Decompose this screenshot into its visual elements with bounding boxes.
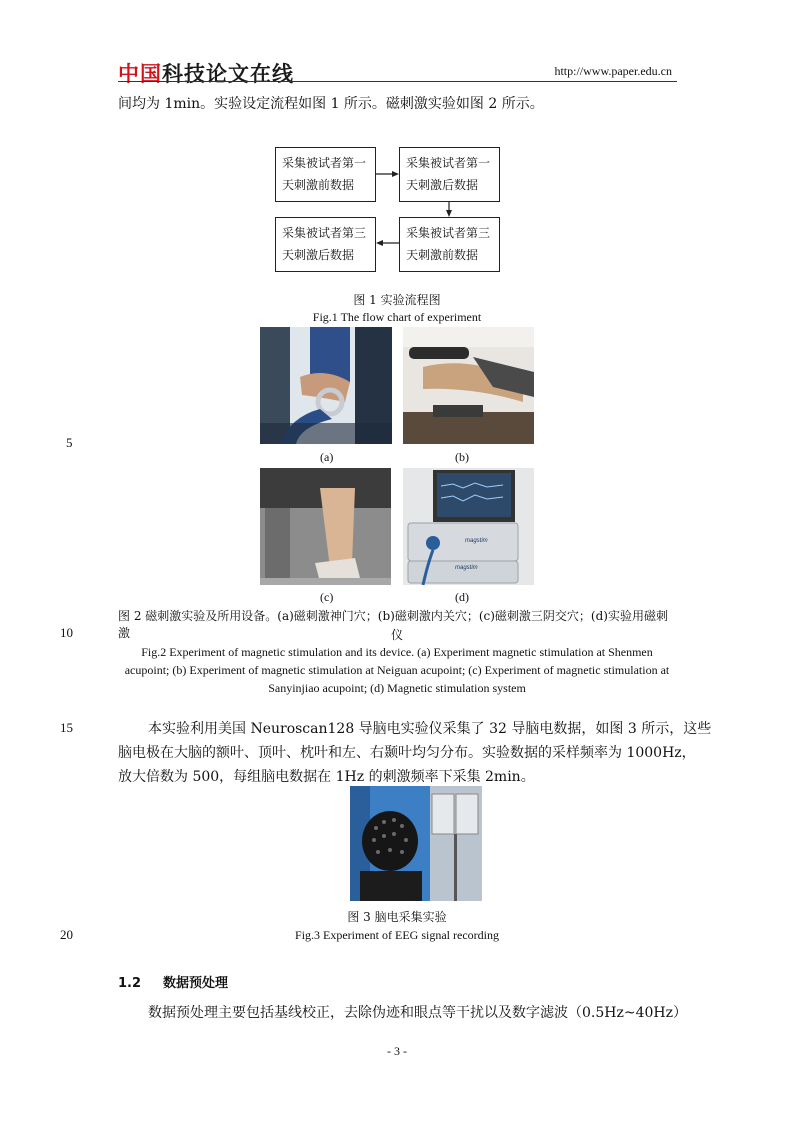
flow-arrows	[0, 0, 794, 300]
label-c: (c)	[320, 590, 334, 604]
fig1-caption-en: Fig.1 The flow chart of experiment	[312, 310, 482, 324]
label-b: (b)	[455, 450, 469, 464]
photo-d	[403, 468, 534, 585]
body-line-1: 本实验利用美国 Neuroscan128 导脑电实验仪采集了 32 导脑电数据，如图 3 所示，这些	[148, 721, 712, 737]
flow-box-3: 采集被试者第三 天刺激后数据	[275, 217, 376, 272]
fig3-caption-cn: 图 3 脑电采集实验	[347, 910, 447, 924]
section-text: 数据预处理主要包括基线校正，去除伪迹和眼点等干扰以及数字滤波（0.5Hz~40Hz）	[148, 1005, 687, 1021]
fig2-caption-cn-1: 图 2 磁刺激实验及所用设备。(a)磁刺激神门穴；(b)磁刺激内关穴；(c)磁刺激三阴交穴；(d)实验用磁刺激	[118, 609, 668, 640]
fig2-caption-en-2: acupoint; (b) Experiment of magnetic stimulation at Neiguan acupoint; (c) Experiment of magnetic stimulation at	[124, 663, 670, 677]
photo-b	[403, 327, 534, 444]
line-number-10: 10	[60, 625, 73, 640]
line-number-20: 20	[60, 927, 73, 942]
header-url[interactable]: http://www.paper.edu.cn	[554, 64, 672, 78]
label-d: (d)	[455, 590, 469, 604]
fig2-caption-en-3: Sanyinjiao acupoint; (d) Magnetic stimulation system	[268, 681, 526, 695]
flow-box-1: 采集被试者第一 天刺激前数据	[275, 147, 376, 202]
photo-eeg	[350, 786, 482, 901]
line-number-15: 15	[60, 720, 73, 735]
device-brand-label-1: magstim	[465, 538, 488, 544]
body-line-2: 脑电极在大脑的额叶、顶叶、枕叶和左、右颞叶均匀分布。实验数据的采样频率为 1000Hz，	[118, 745, 696, 761]
page-number: - 3 -	[387, 1044, 407, 1058]
fig2-caption-cn-2: 仪	[390, 628, 403, 642]
photo-a	[260, 327, 392, 444]
body-line-3: 放大倍数为 500，每组脑电数据在 1Hz 的刺激频率下采集 2min。	[118, 769, 535, 785]
arrow-left-head	[376, 240, 383, 246]
fig2-caption-en-1: Fig.2 Experiment of magnetic stimulation and its device. (a) Experiment magnetic stimulation at Shenmen	[141, 645, 653, 659]
fig3-caption-en: Fig.3 Experiment of EEG signal recording	[295, 928, 499, 942]
arrow-down-head	[446, 210, 452, 217]
photo-c	[260, 468, 391, 585]
fig1-caption-cn: 图 1 实验流程图	[353, 293, 441, 307]
device-brand-label-2: magstim	[455, 565, 478, 571]
arrow-right-head	[392, 171, 399, 177]
flow-box-2: 采集被试者第一 天刺激后数据	[399, 147, 500, 202]
flow-box-4: 采集被试者第三 天刺激前数据	[399, 217, 500, 272]
journal-logo: 中国科技论文在线	[118, 62, 294, 86]
label-a: (a)	[320, 450, 334, 464]
section-heading: 1.2 数据预处理	[118, 976, 229, 991]
intro-text: 间均为 1min。实验设定流程如图 1 所示。磁刺激实验如图 2 所示。	[118, 96, 544, 112]
line-number-5: 5	[66, 435, 73, 450]
